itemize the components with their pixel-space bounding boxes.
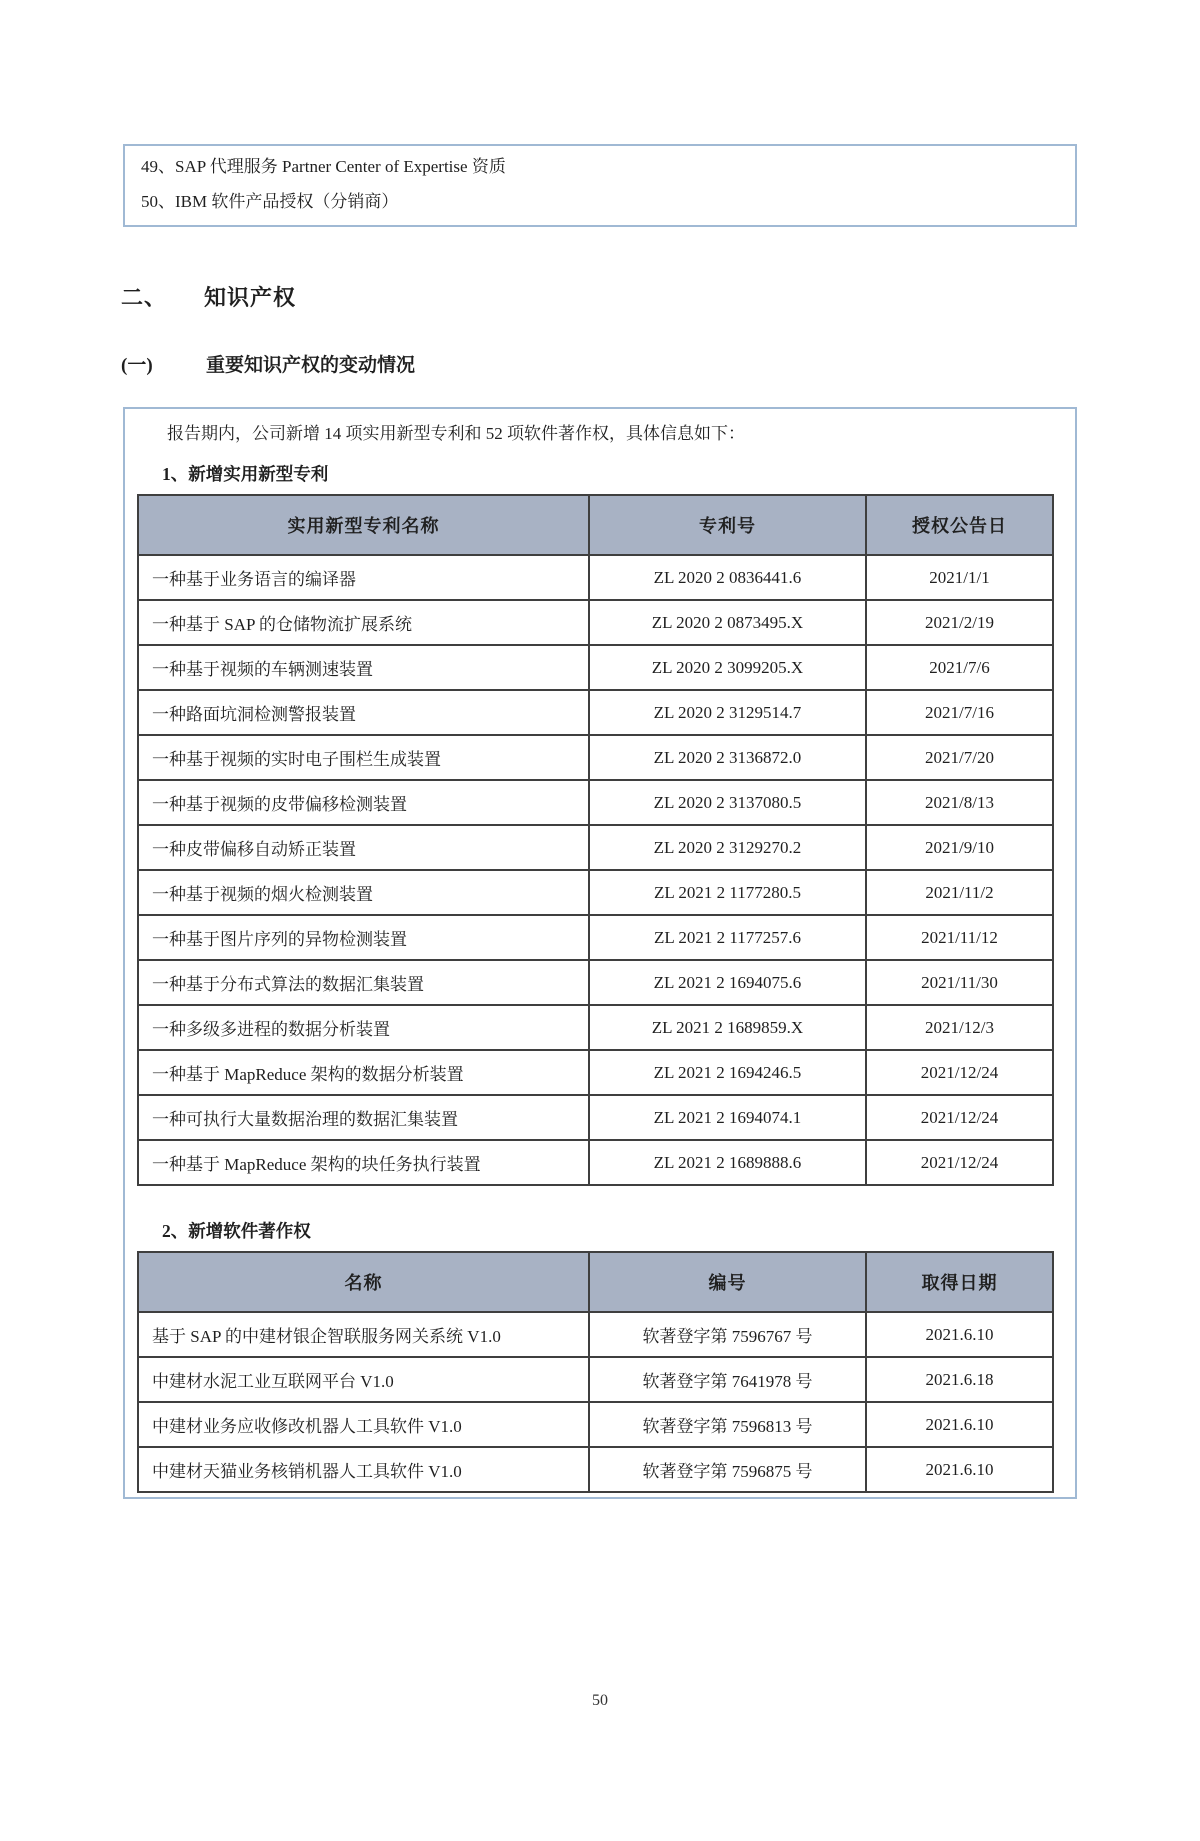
table-row (138, 1312, 1053, 1357)
table-cell: ZL 2020 2 0873495.X (589, 600, 866, 645)
table-row (138, 600, 1053, 645)
section-title: 知识产权 (204, 285, 297, 310)
table-cell: 2021/12/24 (866, 1140, 1053, 1185)
ip-content-box (123, 407, 1077, 1499)
table-cell: 一种皮带偏移自动矫正装置 (138, 825, 589, 870)
table-row (138, 870, 1053, 915)
qualification-item: 49、SAP 代理服务 Partner Center of Expertise 资质 (141, 157, 506, 176)
table-cell: ZL 2021 2 1177257.6 (589, 915, 866, 960)
table-cell: 基于 SAP 的中建材银企智联服务网关系统 V1.0 (138, 1312, 589, 1357)
table-cell: ZL 2021 2 1689859.X (589, 1005, 866, 1050)
table-cell: 2021/8/13 (866, 780, 1053, 825)
table-cell: ZL 2020 2 3136872.0 (589, 735, 866, 780)
table-cell: 2021.6.10 (866, 1402, 1053, 1447)
table-cell: 2021/7/6 (866, 645, 1053, 690)
table-cell: 2021/11/12 (866, 915, 1053, 960)
table-cell: 一种基于视频的烟火检测装置 (138, 870, 589, 915)
table-cell: 中建材天猫业务核销机器人工具软件 V1.0 (138, 1447, 589, 1492)
table-cell: ZL 2021 2 1689888.6 (589, 1140, 866, 1185)
subsection-heading (121, 350, 1077, 377)
table-row (138, 915, 1053, 960)
table-cell: 一种基于分布式算法的数据汇集装置 (138, 960, 589, 1005)
copyrights-table (137, 1251, 1054, 1493)
table-cell: 软著登字第 7596813 号 (589, 1402, 866, 1447)
table-cell: 2021/2/19 (866, 600, 1053, 645)
table-row (138, 645, 1053, 690)
table-cell: ZL 2020 2 3129270.2 (589, 825, 866, 870)
page-number: 50 (592, 1692, 608, 1709)
intro-paragraph: 报告期内，公司新增 14 项实用新型专利和 52 项软件著作权，具体信息如下： (167, 424, 745, 443)
table-row (138, 690, 1053, 735)
table-cell: 一种基于图片序列的异物检测装置 (138, 915, 589, 960)
subsection-number: (一) (121, 355, 153, 376)
table-cell: 2021.6.10 (866, 1312, 1053, 1357)
table-cell: 2021/9/10 (866, 825, 1053, 870)
header-row (138, 1252, 1053, 1312)
table-row (138, 1140, 1053, 1185)
table-cell: 2021/11/2 (866, 870, 1053, 915)
table-cell: 2021.6.18 (866, 1357, 1053, 1402)
column-header: 授权公告日 (866, 495, 1053, 555)
table-row (138, 555, 1053, 600)
header-row (138, 495, 1053, 555)
copyrights-table-label: 2、新增软件著作权 (162, 1221, 311, 1241)
table-cell: 一种基于视频的车辆测速装置 (138, 645, 589, 690)
table-row (138, 1095, 1053, 1140)
table-cell: ZL 2020 2 3099205.X (589, 645, 866, 690)
table-cell: 软著登字第 7596767 号 (589, 1312, 866, 1357)
table-row (138, 1050, 1053, 1095)
table-cell: 中建材水泥工业互联网平台 V1.0 (138, 1357, 589, 1402)
table-cell: ZL 2020 2 0836441.6 (589, 555, 866, 600)
table-cell: 2021/11/30 (866, 960, 1053, 1005)
table-row (138, 735, 1053, 780)
table-cell: ZL 2021 2 1694074.1 (589, 1095, 866, 1140)
table-cell: 软著登字第 7641978 号 (589, 1357, 866, 1402)
table-cell: 一种可执行大量数据治理的数据汇集装置 (138, 1095, 589, 1140)
table-cell: 2021/7/20 (866, 735, 1053, 780)
table-cell: 中建材业务应收修改机器人工具软件 V1.0 (138, 1402, 589, 1447)
table-row (138, 960, 1053, 1005)
table-cell: 2021/7/16 (866, 690, 1053, 735)
table-cell: 一种路面坑洞检测警报装置 (138, 690, 589, 735)
table-cell: 一种基于 SAP 的仓储物流扩展系统 (138, 600, 589, 645)
table-row (138, 1402, 1053, 1447)
table-cell: 2021/12/3 (866, 1005, 1053, 1050)
column-header: 专利号 (589, 495, 866, 555)
table-cell: ZL 2020 2 3129514.7 (589, 690, 866, 735)
table-row (138, 780, 1053, 825)
table-cell: ZL 2021 2 1694075.6 (589, 960, 866, 1005)
table-cell: 软著登字第 7596875 号 (589, 1447, 866, 1492)
table-row (138, 1357, 1053, 1402)
patents-table-label: 1、新增实用新型专利 (162, 464, 329, 484)
qualifications-box (123, 144, 1077, 227)
table-cell: 2021/12/24 (866, 1095, 1053, 1140)
table-cell: 2021/1/1 (866, 555, 1053, 600)
table-cell: 一种基于 MapReduce 架构的块任务执行装置 (138, 1140, 589, 1185)
section-number: 二、 (121, 285, 168, 310)
column-header: 实用新型专利名称 (138, 495, 589, 555)
table-row (138, 825, 1053, 870)
table-cell: ZL 2021 2 1694246.5 (589, 1050, 866, 1095)
column-header: 编号 (589, 1252, 866, 1312)
table-cell: 一种基于业务语言的编译器 (138, 555, 589, 600)
subsection-title: 重要知识产权的变动情况 (206, 355, 416, 376)
patents-table (137, 494, 1054, 1186)
table-cell: ZL 2021 2 1177280.5 (589, 870, 866, 915)
table-cell: 2021.6.10 (866, 1447, 1053, 1492)
column-header: 取得日期 (866, 1252, 1053, 1312)
table-cell: 一种多级多进程的数据分析装置 (138, 1005, 589, 1050)
table-row (138, 1005, 1053, 1050)
table-cell: 一种基于 MapReduce 架构的数据分析装置 (138, 1050, 589, 1095)
column-header: 名称 (138, 1252, 589, 1312)
table-row (138, 1447, 1053, 1492)
qualification-item: 50、IBM 软件产品授权（分销商） (141, 192, 399, 211)
table-cell: ZL 2020 2 3137080.5 (589, 780, 866, 825)
section-heading (121, 281, 1077, 312)
table-cell: 2021/12/24 (866, 1050, 1053, 1095)
table-cell: 一种基于视频的皮带偏移检测装置 (138, 780, 589, 825)
table-cell: 一种基于视频的实时电子围栏生成装置 (138, 735, 589, 780)
page-content (123, 144, 1077, 1499)
